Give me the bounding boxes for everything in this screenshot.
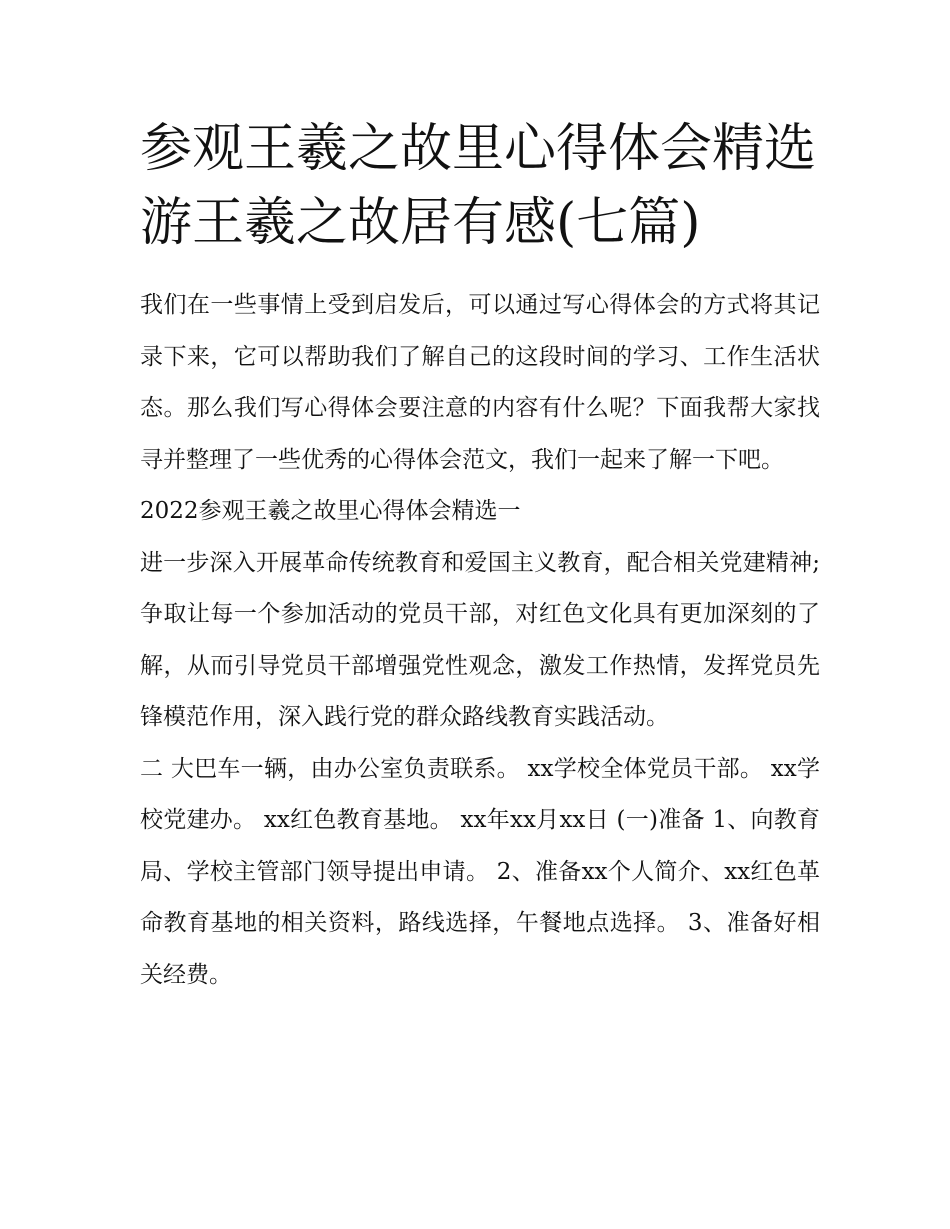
section-heading: 2022参观王羲之故里心得体会精选一 bbox=[140, 498, 521, 524]
intro-paragraph: 我们在一些事情上受到启发后，可以通过写心得体会的方式将其记录下来，它可以帮助我们了解自己的这段时间的学习、工作生活状态。那么我们写心得体会要注意的内容有什么呢？下面我帮大家找寻并整理了一些优秀的心得体会范文，我们一起来了解一下吧。 bbox=[140, 292, 820, 473]
document-body bbox=[140, 280, 820, 1001]
paragraph-purpose: 进一步深入开展革命传统教育和爱国主义教育，配合相关党建精神;争取让每一个参加活动的党员干部，对红色文化具有更加深刻的了解，从而引导党员干部增强党性观念，激发工作热情，发挥党员先锋模范作用，深入践行党的群众路线教育实践活动。 bbox=[140, 549, 820, 730]
document-title: 参观王羲之故里心得体会精选 游王羲之故居有感(七篇) bbox=[140, 119, 817, 253]
paragraph-preparation: 二 大巴车一辆，由办公室负责联系。 xx学校全体党员干部。 xx学校党建办。 xx红色教育基地。 xx年xx月xx日 (一)准备 1、向教育局、学校主管部门领导提出申请。 2、准备xx个人简介、xx红色革命教育基地的相关资料，路线选择，午餐地点选择。 3、准备好相关经费。 bbox=[140, 755, 820, 988]
document-page bbox=[140, 112, 820, 1001]
